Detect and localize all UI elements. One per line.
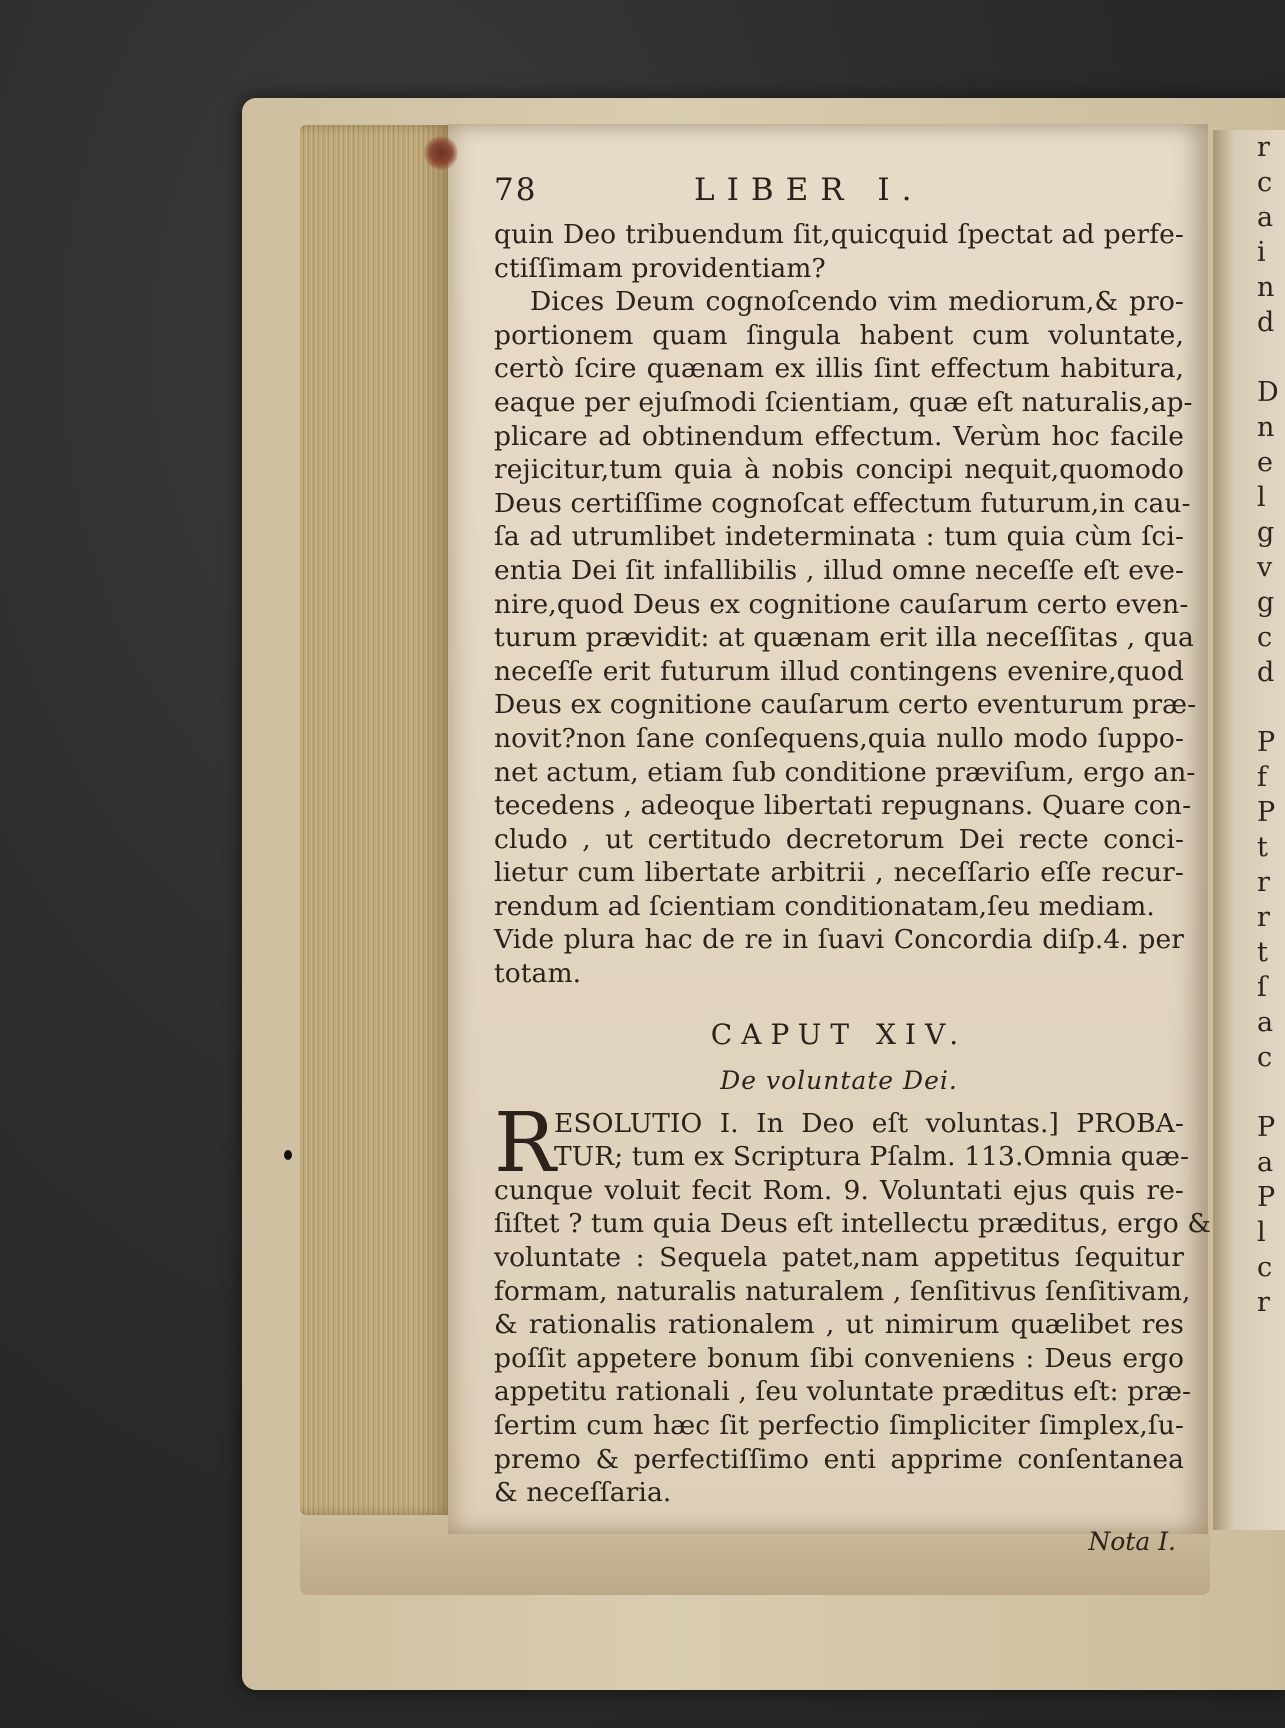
facing-page-fragment: P <box>1257 797 1276 828</box>
page-edges <box>300 125 455 1515</box>
ink-stain <box>424 136 458 170</box>
facing-page-fragment: f <box>1257 762 1267 793</box>
drop-cap: R <box>494 1095 556 1191</box>
facing-page-fragment: n <box>1257 412 1275 443</box>
facing-page-fragment <box>1213 690 1285 725</box>
text-line: Deus ex cognitione cauſarum certo eventurum præ- <box>494 689 1197 721</box>
facing-page-fragment: D <box>1257 377 1279 408</box>
text-line: totam. <box>494 958 582 990</box>
text-line: ESOLUTIO I. In Deo eſt voluntas.] PROBA- <box>554 1107 1184 1139</box>
text-line: rendum ad ſcientiam conditionatam,ſeu mediam. <box>494 890 1155 922</box>
text-line: TUR; tum ex Scriptura Pſalm. 113.Omnia quæ- <box>554 1141 1190 1173</box>
text-line: entia Dei ſit infallibilis , illud omne neceſſe eſt eve- <box>494 554 1184 586</box>
facing-page-fragment: d <box>1257 307 1275 338</box>
facing-page-fragment: a <box>1257 1147 1274 1178</box>
facing-page-fragment: d <box>1257 657 1275 688</box>
facing-page-fragment: a <box>1257 202 1274 233</box>
text-line: nire,quod Deus ex cognitione cauſarum certo even- <box>494 588 1189 620</box>
facing-page-fragment: c <box>1257 1252 1273 1283</box>
facing-page-fragment: i <box>1257 237 1266 268</box>
text-line: net actum, etiam ſub conditione præviſum, ergo an- <box>494 756 1196 788</box>
text-line: formam, naturalis naturalem , ſenſitivus ſenſitivam, <box>494 1275 1191 1307</box>
facing-page-fragment: r <box>1257 867 1270 898</box>
text-line: tecedens , adeoque libertati repugnans. Quare con- <box>494 790 1192 822</box>
facing-page-fragment: n <box>1257 272 1275 303</box>
text-line: & rationalis rationalem , ut nimirum quælibet res <box>494 1309 1184 1341</box>
text-line: poſſit appetere bonum ſibi conveniens : Deus ergo <box>494 1342 1184 1374</box>
page-header <box>494 172 1184 218</box>
text-line: Dices Deum cognoſcendo vim mediorum,& pro- <box>530 286 1184 318</box>
body-text <box>494 218 1197 991</box>
facing-page-fragment <box>1213 340 1285 375</box>
text-line: ſiſtet ? tum quia Deus eſt intellectu præditus, ergo & <box>494 1208 1212 1240</box>
facing-page-fragment: c <box>1257 167 1273 198</box>
text-line: certò ſcire quænam ex illis ſint effectum habitura, <box>494 353 1184 385</box>
facing-page-fragment: l <box>1257 482 1266 513</box>
facing-page-fragment: r <box>1257 902 1270 933</box>
facing-page-fragment: P <box>1257 1112 1276 1143</box>
catchword: Nota I. <box>1088 1526 1176 1556</box>
text-line: rejicitur,tum quia à nobis concipi nequit,quomodo <box>494 454 1184 486</box>
text-line: Deus certiſſime cognoſcat effectum futurum,in cau- <box>494 487 1191 519</box>
text-line: ctiſſimam providentiam? <box>494 252 826 284</box>
text-line: cludo , ut certitudo decretorum Dei recte conci- <box>494 823 1184 855</box>
facing-page-fragment: P <box>1257 1182 1276 1213</box>
facing-page-fragment <box>1213 1075 1285 1110</box>
facing-page-fragment: c <box>1257 1042 1273 1073</box>
facing-page <box>1213 130 1285 1530</box>
facing-page-fragment: P <box>1257 727 1276 758</box>
facing-page-fragment: t <box>1257 832 1268 863</box>
text-line: plicare ad obtinendum effectum. Verùm hoc facile <box>494 420 1184 452</box>
text-line: lietur cum libertate arbitrii , neceſſario eſſe recur- <box>494 857 1184 889</box>
chapter-subtitle: De voluntate Dei. <box>720 1065 958 1095</box>
facing-page-fragment: r <box>1257 132 1270 163</box>
facing-page-fragment: l <box>1257 1217 1266 1248</box>
text-line: quin Deo tribuendum ſit,quicquid ſpectat ad perfe- <box>494 219 1184 250</box>
text-line: cunque voluit fecit Rom. 9. Voluntati ejus quis re- <box>494 1174 1184 1206</box>
text-line: appetitu rationali , ſeu voluntate præditus eſt: præ- <box>494 1376 1192 1408</box>
facing-page-fragment: g <box>1257 587 1275 618</box>
facing-page-fragment: ſ <box>1257 972 1267 1003</box>
text-line: ſa ad utrumlibet indeterminata : tum quia cùm ſci- <box>494 521 1184 553</box>
text-line: turum prævidit: at quænam erit illa neceſſitas , qua <box>494 622 1194 654</box>
text-line: premo & perfectiſſimo enti apprime conſentanea <box>494 1443 1184 1475</box>
text-line: novit?non ſane conſequens,quia nullo modo ſuppo- <box>494 722 1184 754</box>
facing-page-fragment: v <box>1257 552 1273 583</box>
resolutio-continuation <box>494 1174 1212 1510</box>
text-line: voluntate : Sequela patet,nam appetitus ſequitur <box>494 1242 1184 1274</box>
text-line: eaque per ejuſmodi ſcientiam, quæ eſt naturalis,ap- <box>494 386 1193 418</box>
text-line: portionem quam ſingula habent cum voluntate, <box>494 319 1184 351</box>
facing-page-fragment: e <box>1257 447 1273 478</box>
text-line: Vide plura hac de re in ſuavi Concordia diſp.4. per <box>494 924 1184 956</box>
margin-mark <box>284 1150 292 1160</box>
text-line: ſertim cum hæc ſit perfectio ſimpliciter ſimplex,ſu- <box>494 1410 1184 1441</box>
text-line: & neceſſaria. <box>494 1477 672 1509</box>
page-text <box>494 172 1212 1562</box>
running-head: LIBER I. <box>694 172 924 208</box>
resolutio-paragraph <box>494 1095 1212 1510</box>
facing-page-fragment: r <box>1257 1287 1270 1318</box>
facing-page-fragment: a <box>1257 1007 1274 1038</box>
text-line: neceſſe erit futurum illud contingens evenire,quod <box>494 655 1184 687</box>
facing-page-fragment: c <box>1257 622 1273 653</box>
facing-page-fragment: t <box>1257 937 1268 968</box>
facing-page-fragment: g <box>1257 517 1275 548</box>
chapter-title: CAPUT XIV. <box>710 1017 968 1051</box>
page-number: 78 <box>494 172 538 208</box>
